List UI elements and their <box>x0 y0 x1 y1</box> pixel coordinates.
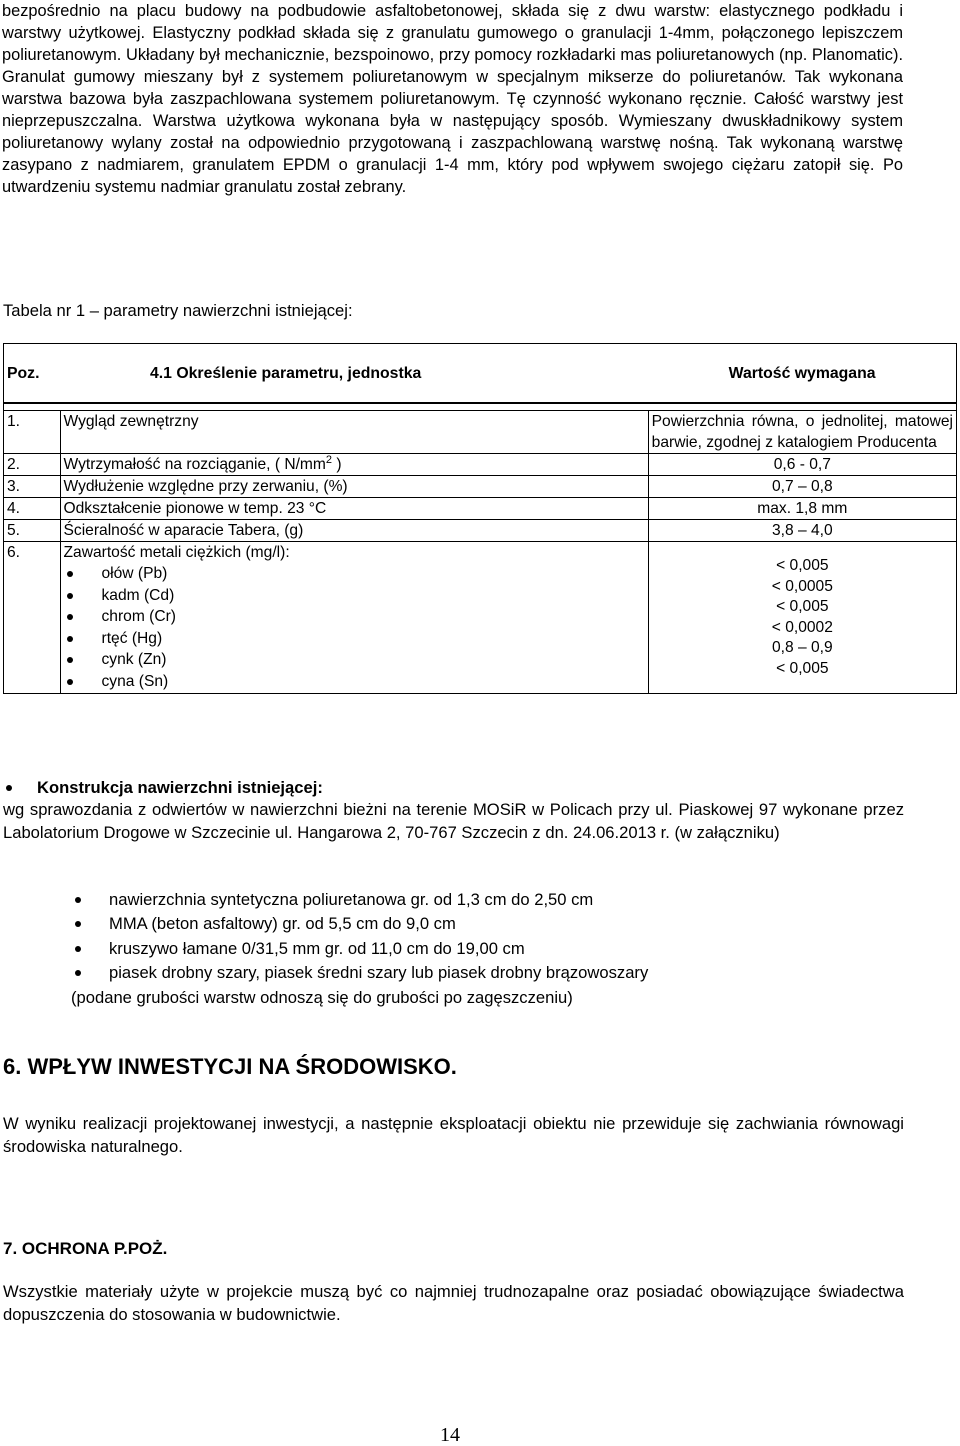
row-value: 3,8 – 4,0 <box>648 520 956 542</box>
metals-list <box>64 563 645 693</box>
metal-name: cyna (Sn) <box>101 672 169 690</box>
layer-text: kruszywo łamane 0/31,5 mm gr. od 11,0 cm do 19,00 cm <box>109 938 525 958</box>
bullet-icon <box>67 679 73 685</box>
section-6-body: W wyniku realizacji projektowanej inwestycji, a następnie eksploatacji obiektu nie przewiduje się zachwiania równowagi środowiska naturalnego. <box>3 1114 904 1156</box>
table-row <box>4 498 957 520</box>
metal-value: < 0,005 <box>776 557 829 574</box>
row-value: Powierzchnia równa, o jednolitej, matowej barwie, zgodnej z katalogiem Producenta <box>648 411 956 454</box>
row-number: 1. <box>4 411 61 454</box>
list-item <box>64 585 645 607</box>
table-row <box>4 476 957 498</box>
table-row <box>4 454 957 476</box>
row-parameter: Wydłużenie względne przy zerwaniu, (%) <box>60 476 648 498</box>
parameters-table <box>3 343 957 694</box>
table-separator <box>4 403 957 411</box>
table-caption: Tabela nr 1 – parametry nawierzchni istniejącej: <box>3 301 353 320</box>
layers-list <box>3 888 904 986</box>
row-parameter <box>60 542 648 694</box>
param-text: Wytrzymałość na rozciąganie, ( N/mm <box>63 456 326 473</box>
table-header-row <box>4 344 957 404</box>
metal-name: chrom (Cr) <box>101 608 176 626</box>
list-item <box>64 628 645 650</box>
list-item <box>64 671 645 693</box>
row-value: 0,7 – 0,8 <box>648 476 956 498</box>
layers-section <box>3 888 904 1010</box>
table-row <box>4 411 957 454</box>
row-number: 6. <box>4 542 61 694</box>
construction-section <box>3 777 904 844</box>
row-number: 5. <box>4 520 61 542</box>
page-number: 14 <box>440 1424 460 1446</box>
row-number: 4. <box>4 498 61 520</box>
metal-value: < 0,0002 <box>771 618 833 636</box>
metal-value: < 0,005 <box>776 598 829 616</box>
section-7-body: Wszystkie materiały użyte w projekcie muszą być co najmniej trudnozapalne oraz posiadać obowiązujące świadectwa dopuszczenia do stosowania w budownictwie. <box>3 1282 904 1324</box>
metal-value: 0,8 – 0,9 <box>771 639 833 657</box>
list-item <box>64 649 645 671</box>
metals-values <box>652 556 953 680</box>
row-value: 0,6 - 0,7 <box>648 454 956 476</box>
list-item <box>3 937 904 961</box>
bullet-icon <box>67 614 73 620</box>
bullet-icon <box>75 946 81 952</box>
table-row-metals <box>4 542 957 694</box>
layer-text: nawierzchnia syntetyczna poliuretanowa gr. od 1,3 cm do 2,50 cm <box>109 890 594 909</box>
metal-value: < 0,005 <box>776 659 829 677</box>
intro-paragraph <box>2 0 903 198</box>
bullet-icon <box>75 897 81 903</box>
section-6-heading: 6. WPŁYW INWESTYCJI NA ŚRODOWISKO. <box>3 1054 457 1079</box>
section-7-heading: 7. OCHRONA P.POŻ. <box>3 1239 168 1258</box>
bullet-icon <box>67 636 73 642</box>
list-item <box>3 912 904 936</box>
row-value <box>648 542 956 694</box>
intro-paragraph-text: bezpośrednio na placu budowy na podbudowie asfaltobetonowej, składa się z dwu warstw: elastycznego podkładu i warstwy użytkowej. Elastyczny podkład składa się z granulatu gumowego o granulacji 1-4mm, połączonego lepiszczem poliuretanowym. Układany był mechanicznie, bezspoinowo, przy pomocy rozkładarki mas poliuretanowych (np. Planomatic). Granulat gumowy mieszany był z systemem poliuretanowym w specjalnym mikserze do poliuretanów. Tak wykonana warstwa bazowa była zaszpachlowana systemem poliuretanowym. Tę czynność wykonano ręcznie. Całość warstwy jest nieprzepuszczalna. Warstwa użytkowa wykonana była w następujący sposób. Wymieszany dwuskładnikowy system poliuretanowy wylany został na odpowiednio przygotowaną i zaszpachlowaną warstwę nośną. Tak wykonaną warstwę zasypano z nadmiarem, granulatem EPDM o granulacji 1-4 mm, który pod wpływem swojego ciężaru zatopił się. Po utwardzeniu systemu nadmiar granulatu został zebrany. <box>2 2 903 196</box>
construction-heading <box>3 777 904 799</box>
metal-name: rtęć (Hg) <box>101 629 163 647</box>
header-position: Poz. <box>4 344 61 404</box>
metals-title: Zawartość metali ciężkich (mg/l): <box>63 544 290 561</box>
metal-name: ołów (Pb) <box>101 565 168 582</box>
row-value: max. 1,8 mm <box>648 498 956 520</box>
list-item <box>64 606 645 628</box>
metal-name: kadm (Cd) <box>101 586 175 604</box>
header-parameter: 4.1 Określenie parametru, jednostka <box>60 344 648 404</box>
construction-heading-text: Konstrukcja nawierzchni istniejącej: <box>37 778 323 797</box>
row-number: 2. <box>4 454 61 476</box>
header-required-value: Wartość wymagana <box>648 344 956 404</box>
list-item <box>64 563 645 585</box>
layers-note: (podane grubości warstw odnoszą się do grubości po zagęszczeniu) <box>71 987 573 1007</box>
list-item <box>3 888 904 912</box>
row-parameter <box>60 454 648 476</box>
bullet-icon <box>67 593 73 599</box>
bullet-icon <box>75 921 81 927</box>
row-parameter: Ścieralność w aparacie Tabera, (g) <box>60 520 648 542</box>
bullet-icon <box>67 571 73 577</box>
construction-body: wg sprawozdania z odwiertów w nawierzchni bieżni na terenie MOSiR w Policach przy ul. Piaskowej 97 wykonane przez Labolatorium Drogowe w Szczecinie ul. Hangarowa 2, 70-767 Szczecin z dn. 24.06.2013 r. (w załączniku) <box>3 800 904 842</box>
metal-name: cynk (Zn) <box>101 651 167 669</box>
bullet-icon <box>6 785 12 791</box>
layer-text: MMA (beton asfaltowy) gr. od 5,5 cm do 9,0 cm <box>109 914 456 934</box>
row-parameter: Wygląd zewnętrzny <box>60 411 648 454</box>
row-number: 3. <box>4 476 61 498</box>
row-parameter: Odkształcenie pionowe w temp. 23 °C <box>60 498 648 520</box>
table-row <box>4 520 957 542</box>
param-text-end: ) <box>332 456 342 473</box>
bullet-icon <box>75 970 81 976</box>
bullet-icon <box>67 657 73 663</box>
metal-value: < 0,0005 <box>771 577 833 595</box>
layer-text: piasek drobny szary, piasek średni szary lub piasek drobny brązowoszary <box>109 963 649 983</box>
list-item <box>3 961 904 985</box>
param-superscript: 2 <box>325 453 333 466</box>
